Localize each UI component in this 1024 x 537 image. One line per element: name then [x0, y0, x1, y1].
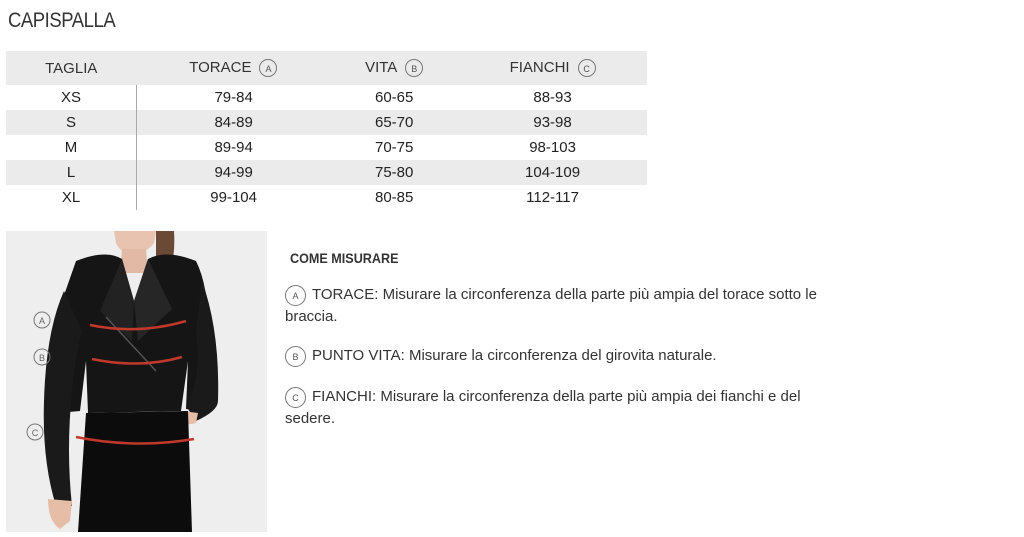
waist-cell: 60-65 — [375, 89, 414, 106]
hips-cell: 93-98 — [458, 110, 647, 135]
jacket-illustration — [6, 231, 267, 532]
instruction-waist-text: PUNTO VITA: Misurare la circonferenza del girovita naturale. — [312, 347, 717, 364]
hips-cell: 88-93 — [533, 89, 572, 106]
marker-c-icon: C — [578, 59, 596, 77]
waist-cell: 70-75 — [375, 139, 414, 156]
instruction-waist — [285, 345, 830, 367]
waist-cell: 65-70 — [330, 110, 458, 135]
marker-b-icon: B — [405, 59, 423, 77]
size-cell: M — [6, 135, 137, 160]
header-chest-label: TORACE — [189, 58, 252, 76]
instruction-marker-a-icon: A — [285, 285, 306, 306]
header-waist — [330, 51, 458, 85]
size-chart-table — [6, 51, 647, 210]
chest-cell: 99-104 — [210, 189, 257, 206]
size-cell: L — [6, 160, 137, 185]
header-chest — [137, 51, 331, 85]
table-row — [6, 85, 647, 110]
size-cell: S — [6, 110, 137, 135]
table-row — [6, 110, 647, 135]
table-row — [6, 185, 647, 210]
chest-cell: 89-94 — [214, 139, 253, 156]
svg-text:C: C — [31, 428, 39, 438]
waist-cell: 75-80 — [330, 160, 458, 185]
hips-cell: 104-109 — [458, 160, 647, 185]
table-row — [6, 135, 647, 160]
header-hips — [458, 51, 647, 85]
hips-cell: 98-103 — [529, 139, 576, 156]
page-title: CAPISPALLA — [8, 9, 116, 32]
chest-cell: 79-84 — [214, 89, 253, 106]
measurement-photo — [6, 231, 267, 532]
how-to-measure-title: COME MISURARE — [290, 250, 399, 266]
instruction-hips — [285, 386, 830, 430]
waist-cell: 80-85 — [375, 189, 414, 206]
header-size — [6, 51, 137, 85]
instruction-chest-text: TORACE: Misurare la circonferenza della parte più ampia del torace sotto le braccia. — [285, 286, 817, 325]
chest-cell: 84-89 — [137, 110, 331, 135]
chest-cell: 94-99 — [137, 160, 331, 185]
hips-cell: 112-117 — [526, 189, 579, 206]
instruction-hips-text: FIANCHI: Misurare la circonferenza della parte più ampia dei fianchi e del sedere. — [285, 388, 801, 427]
size-cell: XS — [6, 85, 137, 110]
svg-text:B: B — [38, 353, 46, 363]
header-waist-label: VITA — [365, 58, 398, 76]
instruction-chest — [285, 284, 830, 328]
marker-a-icon: A — [259, 59, 277, 77]
instruction-marker-c-icon: C — [285, 387, 306, 408]
header-size-label: TAGLIA — [45, 59, 98, 77]
svg-text:A: A — [38, 316, 46, 326]
header-hips-label: FIANCHI — [509, 58, 570, 76]
table-header-row — [6, 51, 647, 85]
table-row — [6, 160, 647, 185]
size-cell: XL — [6, 185, 137, 210]
instruction-marker-b-icon: B — [285, 346, 306, 367]
